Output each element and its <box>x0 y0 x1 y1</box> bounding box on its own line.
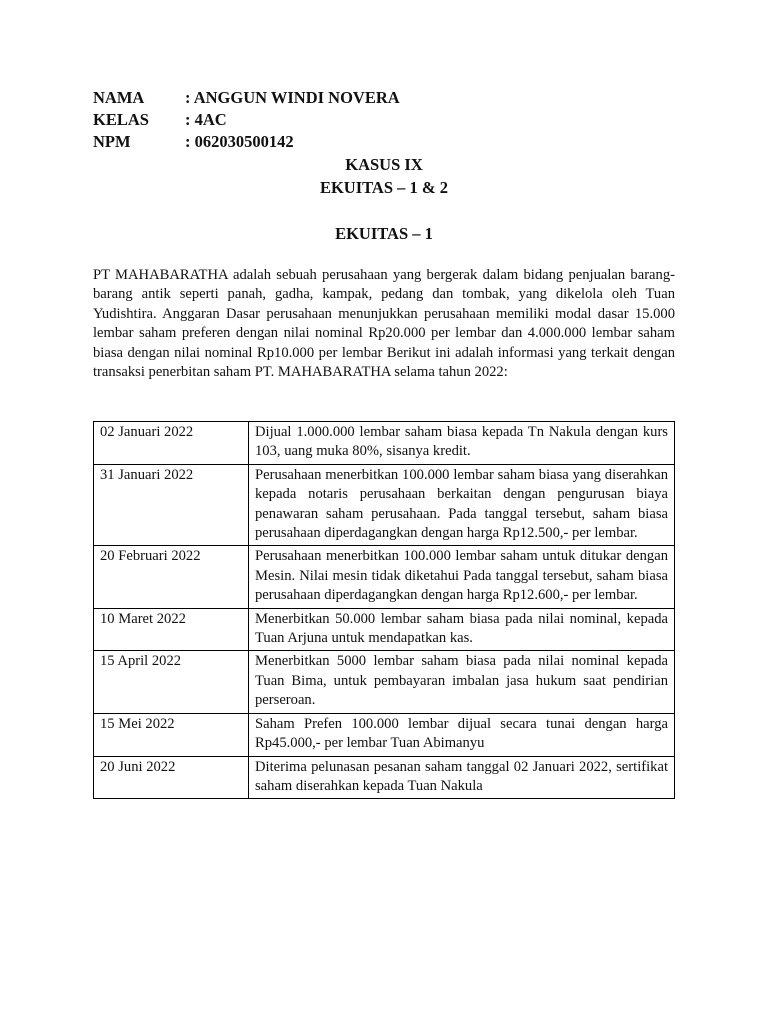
npm-label: NPM <box>93 132 131 151</box>
table-row <box>94 464 675 546</box>
transaction-date: 31 Januari 2022 <box>94 464 249 546</box>
table-row <box>94 422 675 465</box>
name-value: : ANGGUN WINDI NOVERA <box>185 88 400 107</box>
transaction-description: Dijual 1.000.000 lembar saham biasa kepada Tn Nakula dengan kurs 103, uang muka 80%, sisanya kredit. <box>249 422 675 465</box>
transaction-description: Saham Prefen 100.000 lembar dijual secara tunai dengan harga Rp45.000,- per lembar Tuan Abimanyu <box>249 713 675 756</box>
transaction-date: 10 Maret 2022 <box>94 608 249 651</box>
transaction-date: 15 Mei 2022 <box>94 713 249 756</box>
table-row <box>94 756 675 799</box>
transactions-table <box>93 421 675 799</box>
transaction-description: Perusahaan menerbitkan 100.000 lembar saham untuk ditukar dengan Mesin. Nilai mesin tidak diketahui Pada tanggal tersebut, saham biasa perusahaan diperdagangkan dengan harga Rp12.600,- per lembar. <box>249 546 675 608</box>
transaction-date: 15 April 2022 <box>94 651 249 713</box>
student-info-row <box>93 109 593 131</box>
transaction-description: Diterima pelunasan pesanan saham tanggal 02 Januari 2022, sertifikat saham diserahkan kepada Tuan Nakula <box>249 756 675 799</box>
table-row <box>94 546 675 608</box>
transaction-date: 20 Februari 2022 <box>94 546 249 608</box>
transaction-date: 02 Januari 2022 <box>94 422 249 465</box>
transaction-description: Menerbitkan 50.000 lembar saham biasa pada nilai nominal, kepada Tuan Arjuna untuk mendapatkan kas. <box>249 608 675 651</box>
section-title: EKUITAS – 1 <box>335 224 433 243</box>
class-value: : 4AC <box>185 110 227 129</box>
table-row <box>94 608 675 651</box>
table-row <box>94 651 675 713</box>
table-row <box>94 713 675 756</box>
npm-value: : 062030500142 <box>185 132 294 151</box>
transaction-description: Perusahaan menerbitkan 100.000 lembar saham biasa yang diserahkan kepada notaris perusahaan berkaitan dengan pengurusan biaya penawaran saham perusahaan. Pada tanggal tersebut, saham biasa perusahaan diperdagangkan dengan harga Rp12.500,- per lembar. <box>249 464 675 546</box>
name-label: NAMA <box>93 88 145 107</box>
case-title: KASUS IX <box>345 155 423 174</box>
transaction-description: Menerbitkan 5000 lembar saham biasa pada nilai nominal kepada Tuan Bima, untuk pembayaran imbalan jasa hukum saat pendirian perseroan. <box>249 651 675 713</box>
student-info <box>93 87 593 153</box>
class-label: KELAS <box>93 110 149 129</box>
intro-paragraph: PT MAHABARATHA adalah sebuah perusahaan yang bergerak dalam bidang penjualan barang-barang antik seperti panah, gadha, kampak, pedang dan tombak, yang dikelola oleh Tuan Yudishtira. Anggaran Dasar perusahaan menunjukkan perusahaan memiliki modal dasar 15.000 lembar saham preferen dengan nilai nominal Rp20.000 per lembar dan 4.000.000 lembar saham biasa dengan nilai nominal Rp10.000 per lembar Berikut ini adalah informasi yang terkait dengan transaksi penerbitan saham PT. MAHABARATHA selama tahun 2022: <box>93 267 675 381</box>
student-info-row <box>93 87 593 109</box>
transaction-date: 20 Juni 2022 <box>94 756 249 799</box>
subject-title: EKUITAS – 1 & 2 <box>319 178 449 197</box>
student-info-row <box>93 131 593 153</box>
